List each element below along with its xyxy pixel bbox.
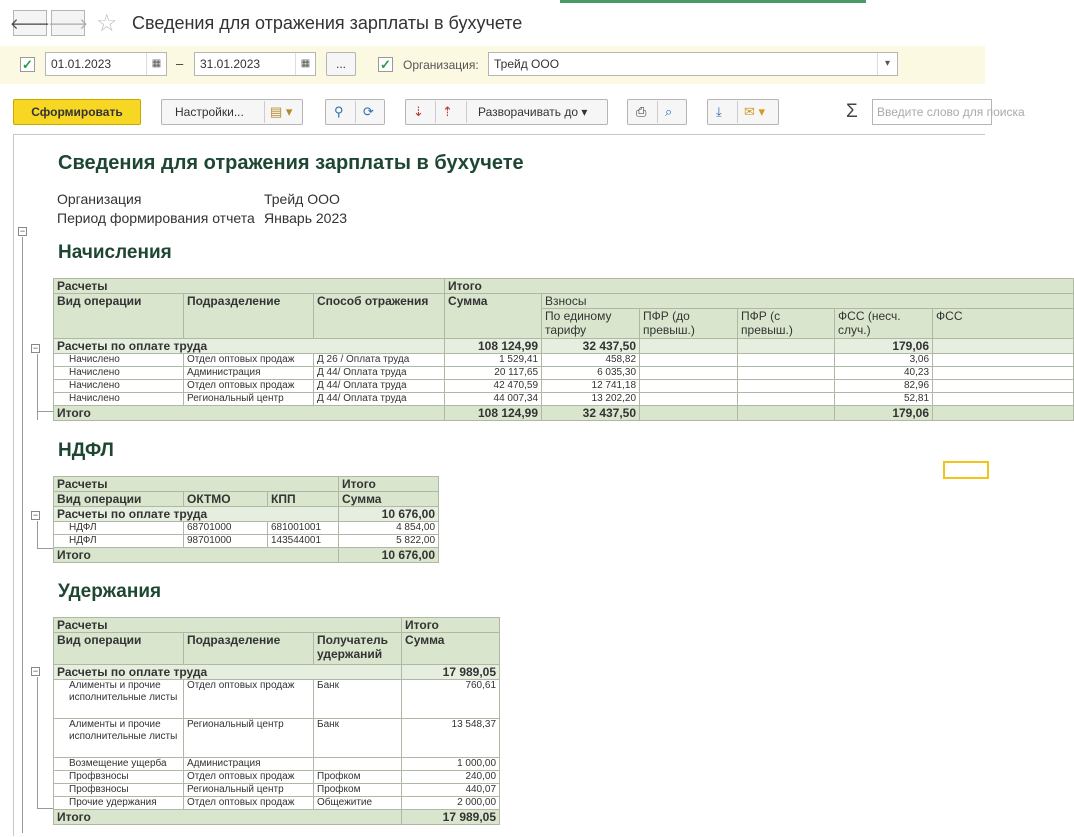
print-buttons-group: [627, 99, 687, 125]
sum-icon[interactable]: Σ: [846, 101, 858, 122]
period-select-button[interactable]: ...: [326, 52, 356, 76]
accruals-title: Начисления: [58, 242, 172, 263]
table-row[interactable]: НДФЛ 68701000 681001001 4 854,00: [54, 522, 439, 535]
collapse-icon[interactable]: −: [32, 510, 39, 520]
variants-icon[interactable]: ▤ ▾: [270, 104, 293, 119]
period-label: Период формирования отчета: [57, 210, 255, 226]
window-title: Сведения для отражения зарплаты в бухучете: [132, 13, 523, 33]
table-row[interactable]: Начислено Администрация Д 44/ Оплата труда 20 117,65 6 035,30 40,23: [54, 367, 1074, 380]
table-row[interactable]: Начислено Отдел оптовых продаж Д 26 / Оплата труда 1 529,41 458,82 3,06: [54, 354, 1074, 367]
printer-icon[interactable]: ⎙: [636, 104, 647, 119]
ndfl-table: [53, 476, 439, 563]
sort-ascending-icon[interactable]: ⇣: [413, 104, 424, 119]
forward-button[interactable]: [47, 10, 89, 36]
settings-button[interactable]: Настройки... ▤ ▾: [161, 99, 303, 125]
report-spreadsheet: [13, 134, 985, 836]
download-icon[interactable]: ⤓: [716, 104, 722, 119]
table-header-row: Расчеты Итого: [54, 477, 439, 492]
top-tab-strip: [0, 0, 985, 4]
arrow-left-icon: 🡐: [9, 15, 51, 33]
table-row[interactable]: Начислено Отдел оптовых продаж Д 44/ Оплата труда 42 470,59 12 741,18 82,96: [54, 380, 1074, 393]
table-row[interactable]: Начислено Региональный центр Д 44/ Оплата труда 44 007,34 13 202,20 52,81: [54, 393, 1074, 406]
grouping-buttons-group: [405, 99, 608, 125]
email-icon[interactable]: ✉ ▾: [744, 104, 766, 119]
deductions-table: [53, 617, 500, 825]
table-row[interactable]: НДФЛ 98701000 143544001 5 822,00: [54, 535, 439, 548]
period-checkbox[interactable]: ✓: [20, 57, 35, 72]
table-row[interactable]: Алименты и прочие исполнительные листы Отдел оптовых продаж Банк 760,61: [54, 680, 500, 719]
search-icon[interactable]: ⚲: [334, 104, 344, 119]
grouping-gutter: [14, 135, 53, 837]
expand-to-dropdown[interactable]: Разворачивать до ▾: [478, 105, 588, 119]
search-buttons-group: [325, 99, 385, 125]
search-next-icon[interactable]: ⟳: [363, 104, 374, 119]
table-header-row: Вид операции ОКТМО КПП Сумма: [54, 492, 439, 507]
report-title: Сведения для отражения зарплаты в бухучете: [58, 152, 524, 174]
table-header-row: Вид операции Подразделение Способ отражения Сумма Взносы: [54, 294, 1074, 309]
total-row[interactable]: Итого 10 676,00: [54, 548, 439, 563]
table-header-row: Расчеты Итого: [54, 279, 1074, 294]
print-preview-icon[interactable]: ⌕: [665, 104, 673, 119]
total-row[interactable]: Итого 17 989,05: [54, 810, 500, 825]
filter-bar: [0, 46, 985, 84]
total-row[interactable]: Итого 108 124,99 32 437,50 179,06: [54, 406, 1074, 421]
period-value: Январь 2023: [264, 210, 348, 226]
deductions-title: Удержания: [58, 581, 162, 602]
organization-label: Организация:: [403, 58, 479, 72]
calendar-icon[interactable]: ▦: [295, 53, 315, 75]
org-label: Организация: [57, 191, 142, 207]
selected-cell-indicator[interactable]: [943, 461, 989, 479]
table-row[interactable]: Алименты и прочие исполнительные листы Региональный центр Банк 13 548,37: [54, 719, 500, 758]
date-dash: –: [176, 56, 184, 71]
table-header-row: Расчеты Итого: [54, 618, 500, 633]
search-input[interactable]: Введите слово для поиска: [872, 99, 992, 125]
group-row[interactable]: Расчеты по оплате труда 17 989,05: [54, 665, 500, 680]
org-value: Трейд ООО: [264, 191, 340, 207]
chevron-down-icon[interactable]: ▾: [877, 53, 897, 75]
group-row[interactable]: Расчеты по оплате труда 108 124,99 32 437,50 179,06: [54, 339, 1074, 354]
group-row[interactable]: Расчеты по оплате труда 10 676,00: [54, 507, 439, 522]
generate-button[interactable]: Сформировать: [13, 99, 141, 125]
table-row[interactable]: Возмещение ущерба Администрация 1 000,00: [54, 758, 500, 771]
back-button[interactable]: [9, 10, 51, 36]
table-header-row: По единому тарифу ПФР (до превыш.) ПФР (с превыш.) ФСС (несч. случ.) ФСС: [54, 309, 1074, 339]
table-row[interactable]: Профвзносы Отдел оптовых продаж Профком 240,00: [54, 771, 500, 784]
arrow-right-icon: 🡒: [47, 15, 89, 33]
collapse-icon[interactable]: −: [19, 226, 26, 236]
accruals-table: [53, 278, 1074, 421]
export-buttons-group: [707, 99, 779, 125]
collapse-icon[interactable]: −: [32, 666, 39, 676]
table-row[interactable]: Профвзносы Региональный центр Профком 440,07: [54, 784, 500, 797]
favorite-star-icon[interactable]: ☆: [96, 10, 118, 37]
collapse-icon[interactable]: −: [32, 343, 39, 353]
date-to-field[interactable]: 31.01.2023 ▦: [194, 52, 316, 76]
table-row[interactable]: Прочие удержания Отдел оптовых продаж Общежитие 2 000,00: [54, 797, 500, 810]
date-from-field[interactable]: 01.01.2023 ▦: [45, 52, 167, 76]
calendar-icon[interactable]: ▦: [146, 53, 166, 75]
organization-field[interactable]: Трейд ООО ▾: [488, 52, 898, 76]
table-header-row: Вид операции Подразделение Получатель удержаний Сумма: [54, 633, 500, 665]
organization-checkbox[interactable]: ✓: [378, 57, 393, 72]
ndfl-title: НДФЛ: [58, 440, 114, 461]
sort-descending-icon[interactable]: ⇡: [442, 104, 453, 119]
